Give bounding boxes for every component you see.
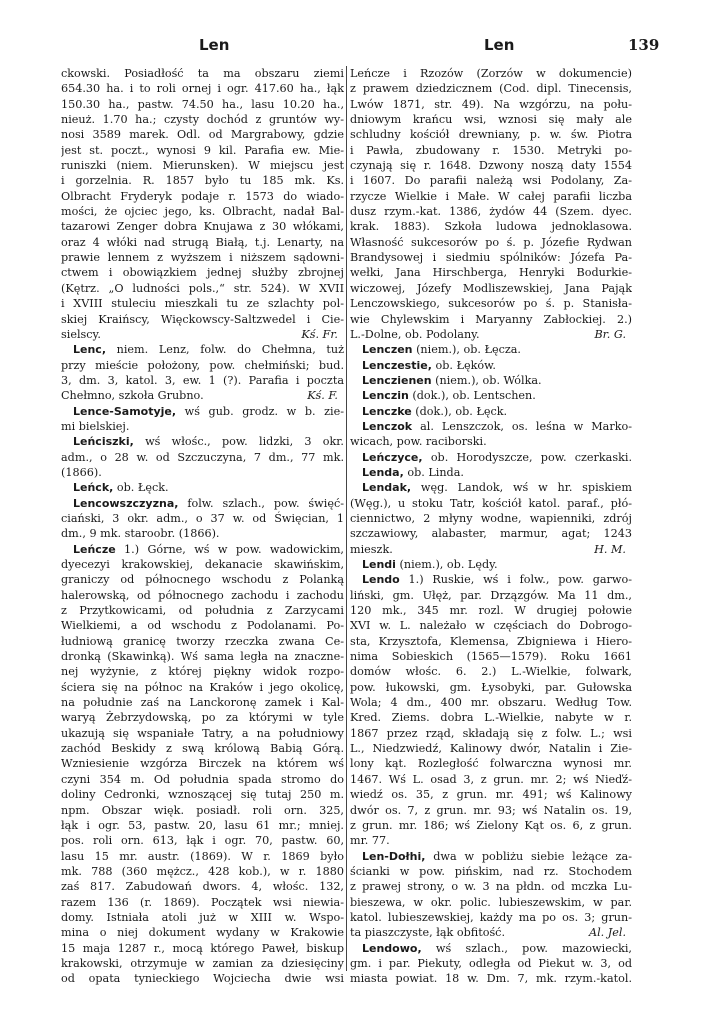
text-line — [350, 388, 632, 403]
text-line — [350, 772, 632, 787]
line-text: pow. łukowski, gm. Łysobyki, par. Gułowska — [350, 680, 632, 694]
text-line — [350, 373, 632, 388]
line-text: krak. 1883). Szkoła ludowa jednoklasowa. — [350, 220, 632, 234]
text-line — [61, 971, 344, 986]
text-line — [350, 710, 632, 725]
text-line — [350, 956, 632, 971]
line-text: wicach, pow. raciborski. — [350, 435, 487, 449]
line-text: dwa w pobliżu siebie leżące za- — [425, 849, 632, 863]
text-line — [61, 173, 344, 188]
text-line — [350, 588, 632, 603]
line-text: 120 mk., 345 mr. rozl. W drugiej połowie — [350, 604, 632, 618]
entry-headword: Lendowo, — [362, 941, 422, 955]
line-text: przy mieście położony, pow. chełmiński; bud. — [61, 358, 344, 372]
line-text: ob. Łęków. — [431, 358, 496, 372]
line-text: mieszk. — [350, 542, 393, 556]
text-line — [61, 434, 344, 449]
page-header — [0, 36, 720, 58]
line-text: wś gub. grodz. w b. zie- — [176, 404, 344, 418]
text-line — [350, 173, 632, 188]
line-text: jest st. poczt., wynosi 9 kil. Parafia ew. Mie- — [61, 143, 344, 157]
line-text: katol. lubieszewskiej, każdy ma po os. 3; grun- — [350, 910, 632, 924]
line-text: łudniową granicę tworzy rzeczka zwana Ce- — [61, 634, 344, 648]
text-line — [61, 618, 344, 633]
entry-headword: Len-Dołhi, — [362, 849, 426, 863]
text-line — [61, 127, 344, 142]
text-line — [61, 511, 344, 526]
line-text: ciennictwo, 2 młyny wodne, wapienniki, zdrój — [350, 511, 632, 525]
text-line — [350, 572, 632, 587]
entry-headword: Leńck, — [73, 481, 114, 495]
text-line — [61, 526, 344, 541]
text-line — [61, 956, 344, 971]
text-line — [61, 818, 344, 833]
text-line — [350, 112, 632, 127]
text-line — [61, 572, 344, 587]
text-line — [350, 557, 632, 572]
line-text: doliny Cedronki, wznoszącej się tutaj 250 m. — [61, 788, 344, 802]
line-text: prawie lennem z wyższem i niższem sądowni- — [61, 251, 344, 265]
text-line — [61, 542, 344, 557]
line-text: (niem.), ob. Łęcza. — [412, 343, 521, 357]
text-line — [61, 910, 344, 925]
line-text: razem 136 (r. 1869). Początek wsi niewia- — [61, 895, 344, 909]
running-head-left: Len — [199, 36, 230, 54]
line-text: skiej Kraińscy, Więckowscy-Saltzwedel i Cie- — [61, 312, 344, 326]
line-text: 1.) Ruskie, wś i folw., pow. garwo- — [399, 573, 632, 587]
text-line — [61, 664, 344, 679]
entry-headword: Lendo — [362, 573, 400, 587]
entry-headword: Lencowszczyzna, — [73, 496, 179, 510]
line-text: (dok.), ob. Lentschen. — [408, 389, 536, 403]
line-text: Wzniesienie wzgórza Birczek na którem wś — [61, 757, 344, 771]
line-text: ukazują się wspaniałe Tatry, a na południowy — [61, 726, 344, 740]
text-line — [350, 649, 632, 664]
line-text: ob. Łęck. — [113, 481, 169, 495]
line-text: zaś 817. Zabudowań dwors. 4, włośc. 132, — [61, 880, 344, 894]
text-line — [350, 895, 632, 910]
text-line — [350, 879, 632, 894]
text-line — [61, 849, 344, 864]
line-text: z Przytkowicami, od południa z Zarzycami — [61, 604, 344, 618]
text-line — [350, 695, 632, 710]
text-line — [61, 634, 344, 649]
text-line — [61, 265, 344, 280]
text-line — [350, 941, 632, 956]
line-text: (Kętrz. „O ludności pols.,“ str. 524). W XVII — [61, 281, 344, 295]
line-text: i gorzelnia. R. 1857 było tu 185 mk. Ks. — [61, 174, 344, 188]
line-text: miasta powiat. 18 w. Dm. 7, mk. rzym.-katol. — [350, 972, 632, 986]
line-text: ścianki w pow. pińskim, nad rz. Stochodem — [350, 864, 632, 878]
text-line — [61, 772, 344, 787]
line-text: mk. 788 (360 mężcz., 428 kob.), w r. 1880 — [61, 864, 344, 878]
text-line — [350, 296, 632, 311]
line-text: czynają się r. 1648. Dzwony noszą daty 1554 — [350, 159, 632, 173]
line-text: i Pawła, zbudowany r. 1530. Metryki po- — [350, 143, 632, 157]
text-line — [61, 787, 344, 802]
text-line — [61, 480, 344, 495]
line-text: (Węg.), u stoku Tatr, kościół katol. paraf., płó- — [350, 496, 632, 510]
line-text: mina o niej dokument wydany w Krakowie — [61, 926, 344, 940]
text-line — [61, 680, 344, 695]
line-text: schludny kościół drewniany, p. w. św. Piotra — [350, 128, 632, 142]
line-text: bieszewa, w okr. polic. lubieszewskim, w par. — [350, 895, 632, 909]
text-line — [350, 849, 632, 864]
line-text: dm., 9 mk. staroobr. (1866). — [61, 527, 220, 541]
text-line — [61, 450, 344, 465]
line-text: dusz rzym.-kat. 1386, żydów 44 (Szem. dyec. — [350, 205, 632, 219]
line-text: Własność sukcesorów po ś. p. Józefie Rydwan — [350, 235, 632, 249]
column-divider — [346, 66, 347, 971]
author-signature: Br. G. — [594, 327, 626, 341]
entry-headword: Lenczienen — [362, 373, 432, 387]
text-line — [350, 250, 632, 265]
text-line — [61, 496, 344, 511]
line-text: L.-Dolne, ob. Podolany. — [350, 327, 480, 341]
line-text: folw. szlach., pow. święć- — [178, 496, 344, 510]
text-line — [61, 404, 344, 419]
entry-headword: Lendi — [362, 558, 396, 571]
author-signature: Kś. F. — [307, 389, 338, 403]
line-text: dniowym krańcu wsi, wznosi się mały ale — [350, 113, 632, 127]
text-line — [350, 235, 632, 250]
text-line — [350, 925, 632, 940]
line-text: Lwów 1871, str. 49). Na wzgórzu, na połu- — [350, 97, 632, 111]
line-text: ściera się na północ na Kraków i jego okolicę, — [61, 680, 344, 694]
text-line — [350, 419, 632, 434]
line-text: i 1607. Do parafii należą wsi Podolany, Za- — [350, 174, 632, 188]
line-text: tazarowi Zenger dobra Knujawa z 30 włókami, — [61, 220, 344, 234]
text-line — [61, 726, 344, 741]
line-text: dronką (Skawinką). Wś sama legła na znaczne- — [61, 650, 344, 664]
line-text: mr. 77. — [350, 834, 390, 848]
line-text: krakowski, otrzymuje w zamian za dziesięciny — [61, 956, 344, 970]
text-line — [350, 803, 632, 818]
text-line — [350, 204, 632, 219]
text-line — [61, 588, 344, 603]
line-text: gm. i par. Piekuty, odległa od Piekut w. 3, od — [350, 956, 632, 970]
entry-headword: Lenda, — [362, 465, 404, 479]
entry-headword: Leńczyce, — [362, 450, 423, 464]
text-line — [350, 634, 632, 649]
line-text: ta piaszczyste, łąk obfitość. — [350, 926, 506, 940]
text-line — [61, 81, 344, 96]
text-line — [350, 818, 632, 833]
text-line — [61, 342, 344, 357]
text-line — [61, 695, 344, 710]
line-text: Wola; 4 dm., 400 mr. obszaru. Według Tow. — [350, 696, 632, 710]
text-line — [61, 557, 344, 572]
line-text: niem. Lenz, folw. do Chełmna, tuż — [106, 343, 344, 357]
text-line — [350, 97, 632, 112]
line-text: czyni 354 m. Od południa spada stromo do — [61, 772, 344, 786]
text-line — [350, 910, 632, 925]
text-line — [350, 726, 632, 741]
line-text: rzycze Wielkie i Małe. W całej parafii liczba — [350, 189, 632, 203]
line-text: Wielkiemi, a od wschodu z Podolanami. Po- — [61, 619, 344, 633]
text-line — [61, 756, 344, 771]
author-signature: Al. Jel. — [588, 926, 626, 940]
text-line — [61, 879, 344, 894]
line-text: domów włośc. 6. 2.) L.-Wielkie, folwark, — [350, 665, 632, 679]
line-text: sielscy. — [61, 327, 101, 341]
line-text: 3, dm. 3, katol. 3, ew. 1 (?). Parafia i poczta — [61, 373, 344, 387]
line-text: Olbracht Fryderyk podaje r. 1573 do wiado- — [61, 189, 344, 203]
entry-headword: Lenczestie, — [362, 358, 432, 372]
text-line — [350, 127, 632, 142]
line-text: adm., o 28 w. od Szczuczyna, 7 dm., 77 mk. — [61, 450, 344, 464]
text-line — [350, 496, 632, 511]
line-text: liński, gm. Ułęż, par. Drzązgów. Ma 11 dm., — [350, 588, 632, 602]
line-text: wie Chylewskim i Maryanny Zabłockiej. 2.) — [350, 312, 632, 326]
text-line — [61, 419, 344, 434]
text-line — [61, 864, 344, 879]
line-text: (niem.), ob. Wólka. — [431, 373, 542, 387]
line-text: łąk i ogr. 53, pastw. 20, lasu 61 mr.; mniej. — [61, 818, 344, 832]
text-line — [61, 327, 344, 342]
right-column — [350, 66, 632, 987]
text-line — [350, 741, 632, 756]
line-text: 654.30 ha. i to roli ornej i ogr. 417.60 ha., łąk — [61, 82, 344, 96]
line-text: z prawej strony, o w. 3 na płdn. od mczka Lu- — [350, 880, 632, 894]
text-line — [350, 618, 632, 633]
text-line — [350, 265, 632, 280]
line-text: dwór os. 7, z grun. mr. 93; wś Natalin os. 19, — [350, 803, 632, 817]
text-line — [350, 603, 632, 618]
line-text: z prawem dziedzicznem (Cod. dipl. Tinecensis, — [350, 82, 632, 96]
line-text: pos. roli orn. 613, łąk i ogr. 70, pastw. 60, — [61, 834, 344, 848]
text-line — [61, 649, 344, 664]
line-text: al. Lenszczok, os. leśna w Marko- — [412, 419, 632, 433]
text-line — [61, 97, 344, 112]
line-text: npm. Obszar więk. posiadł. roli orn. 325, — [61, 803, 344, 817]
line-text: Kred. Ziems. dobra L.-Wielkie, nabyte w r. — [350, 711, 632, 725]
line-text: ciański, 3 okr. adm., o 37 w. od Święcian, 1 — [61, 511, 344, 525]
text-line — [350, 327, 632, 342]
text-line — [61, 66, 344, 81]
line-text: wś włośc., pow. lidzki, 3 okr. — [133, 435, 344, 449]
line-text: (1866). — [61, 465, 102, 479]
text-line — [61, 143, 344, 158]
text-line — [350, 864, 632, 879]
text-line — [350, 312, 632, 327]
text-line — [61, 235, 344, 250]
line-text: lasu 15 mr. austr. (1869). W r. 1869 było — [61, 849, 344, 863]
text-line — [61, 895, 344, 910]
line-text: dyecezyi krakowskiej, dekanacie skawińskim, — [61, 558, 344, 571]
text-line — [61, 358, 344, 373]
text-line — [350, 219, 632, 234]
line-text: szczawiowy, alabaster, marmur, agat; 1243 — [350, 527, 632, 541]
line-text: ob. Horodyszcze, pow. czerkaski. — [422, 450, 632, 464]
text-line — [61, 296, 344, 311]
text-line — [350, 465, 632, 480]
line-text: nosi 3589 marek. Odl. od Margrabowy, gdzie — [61, 128, 344, 142]
line-text: wełki, Jana Hirschberga, Henryki Bodurkie- — [350, 266, 632, 280]
text-line — [61, 219, 344, 234]
line-text: nima Sobieskich (1565—1579). Roku 1661 — [350, 650, 632, 664]
line-text: sta, Krzysztofa, Klemensa, Zbigniewa i Hiero- — [350, 634, 632, 648]
text-line — [61, 925, 344, 940]
running-head-center: Len — [484, 36, 515, 54]
text-line — [61, 112, 344, 127]
line-text: L., Niedzwiedź, Kalinowy dwór, Natalin i Zie- — [350, 742, 632, 756]
line-text: 1.) Górne, wś w pow. wadowickim, — [115, 542, 344, 556]
text-line — [61, 803, 344, 818]
text-line — [350, 450, 632, 465]
entry-headword: Leńcze — [73, 542, 116, 556]
entry-headword: Leńciszki, — [73, 435, 134, 449]
text-line — [350, 342, 632, 357]
text-line — [350, 787, 632, 802]
line-text: halerowską, od północnego zachodu i zachodu — [61, 588, 344, 602]
text-line — [61, 312, 344, 327]
text-line — [61, 710, 344, 725]
text-line — [350, 66, 632, 81]
line-text: i XVIII stuleciu mieszkali tu ze szlachty pol- — [61, 297, 344, 311]
text-line — [61, 465, 344, 480]
text-line — [350, 756, 632, 771]
line-text: 1467. Wś L. osad 3, z grun. mr. 2; wś Nieďź- — [350, 772, 632, 786]
text-line — [350, 434, 632, 449]
line-text: z grun. mr. 186; wś Zielony Kąt os. 6, z grun. — [350, 818, 632, 832]
text-line — [61, 250, 344, 265]
entry-headword: Lence-Samotyje, — [73, 404, 177, 418]
text-line — [350, 81, 632, 96]
text-line — [350, 281, 632, 296]
line-text: węg. Landok, wś w hr. spiskiem — [411, 481, 632, 495]
line-text: oraz 4 włóki nad strugą Białą, t.j. Lenarty, na — [61, 235, 344, 249]
line-text: ob. Linda. — [403, 465, 464, 479]
text-line — [61, 204, 344, 219]
text-line — [350, 680, 632, 695]
author-signature: H. M. — [594, 542, 626, 556]
line-text: (dok.), ob. Łęck. — [411, 404, 508, 418]
line-text: Chełmno, szkoła Grubno. — [61, 389, 204, 403]
text-line — [61, 373, 344, 388]
entry-headword: Lendak, — [362, 481, 412, 495]
text-line — [61, 833, 344, 848]
line-text: graniczy od północnego wschodu z Polanką — [61, 573, 344, 587]
line-text: waryą Żebrzydowską, po za którymi w tyle — [61, 711, 344, 725]
line-text: runiszki (niem. Mierunsken). W miejscu jest — [61, 159, 344, 173]
line-text: od opata tynieckiego Wojciecha dwie wsi — [61, 972, 344, 986]
entry-headword: Lenczen — [362, 343, 413, 357]
line-text: ctwem i obowiązkiem jednej służby zbrojnej — [61, 266, 344, 280]
text-line — [350, 358, 632, 373]
line-text: (niem.), ob. Lędy. — [395, 558, 498, 571]
line-text: zachód Beskidy z swą królową Babią Górą. — [61, 742, 344, 756]
line-text: Leńcze i Rzozów (Zorzów w dokumencie) — [350, 67, 632, 80]
line-text: domy. Istniała atoli już w XIII w. Wspo- — [61, 910, 344, 924]
line-text: Lenczowskiego, sukcesorów po ś. p. Stanisła- — [350, 297, 632, 311]
line-text: mi bielskiej. — [61, 419, 130, 433]
line-text: nieuż. 1.70 ha.; czysty dochód z gruntów wy- — [61, 113, 344, 127]
entry-headword: Lenczok — [362, 419, 413, 433]
entry-headword: Lenczke — [362, 404, 412, 418]
left-column — [61, 66, 344, 987]
text-line — [350, 971, 632, 986]
line-text: nej wyżynie, z której piękny widok rozpo- — [61, 665, 344, 679]
line-text: 1867 przez rząd, składają się z folw. L.; wsi — [350, 726, 632, 740]
text-line — [61, 189, 344, 204]
text-line — [350, 404, 632, 419]
text-line — [61, 158, 344, 173]
text-line — [350, 158, 632, 173]
text-line — [350, 480, 632, 495]
text-line — [350, 664, 632, 679]
text-line — [61, 281, 344, 296]
text-line — [350, 542, 632, 557]
text-line — [61, 388, 344, 403]
text-line — [350, 526, 632, 541]
line-text: lony kąt. Rozległość folwarczna wynosi mr. — [350, 757, 632, 771]
line-text: na południe zaś na Lanckoronę zamek i Kal- — [61, 696, 344, 710]
line-text: XVI w. L. należało w częściach do Dobrogo- — [350, 619, 632, 633]
text-line — [61, 741, 344, 756]
line-text: wś szlach., pow. mazowiecki, — [421, 941, 632, 955]
text-line — [61, 941, 344, 956]
text-line — [350, 143, 632, 158]
text-line — [350, 511, 632, 526]
line-text: mości, że ojciec jego, ks. Olbracht, nadał Bal- — [61, 205, 344, 219]
text-line — [350, 833, 632, 848]
line-text: 150.30 ha., pastw. 74.50 ha., lasu 10.20 ha., — [61, 97, 344, 111]
line-text: ckowski. Posiadłość ta ma obszaru ziemi — [61, 67, 344, 80]
line-text: wiczowej, Józefy Modliszewskiej, Jana Pająk — [350, 281, 632, 295]
line-text: 15 maja 1287 r., mocą którego Paweł, biskup — [61, 941, 344, 955]
text-line — [350, 189, 632, 204]
line-text: Brandysowej i siedmiu spólników: Józefa Pa- — [350, 251, 632, 265]
line-text: wiedź os. 35, z grun. mr. 491; wś Kalinowy — [350, 788, 632, 802]
text-line — [61, 603, 344, 618]
entry-headword: Lenc, — [73, 343, 106, 357]
author-signature: Kś. Fr. — [301, 327, 338, 341]
entry-headword: Lenczin — [362, 389, 409, 403]
page-number: 139 — [628, 36, 660, 54]
